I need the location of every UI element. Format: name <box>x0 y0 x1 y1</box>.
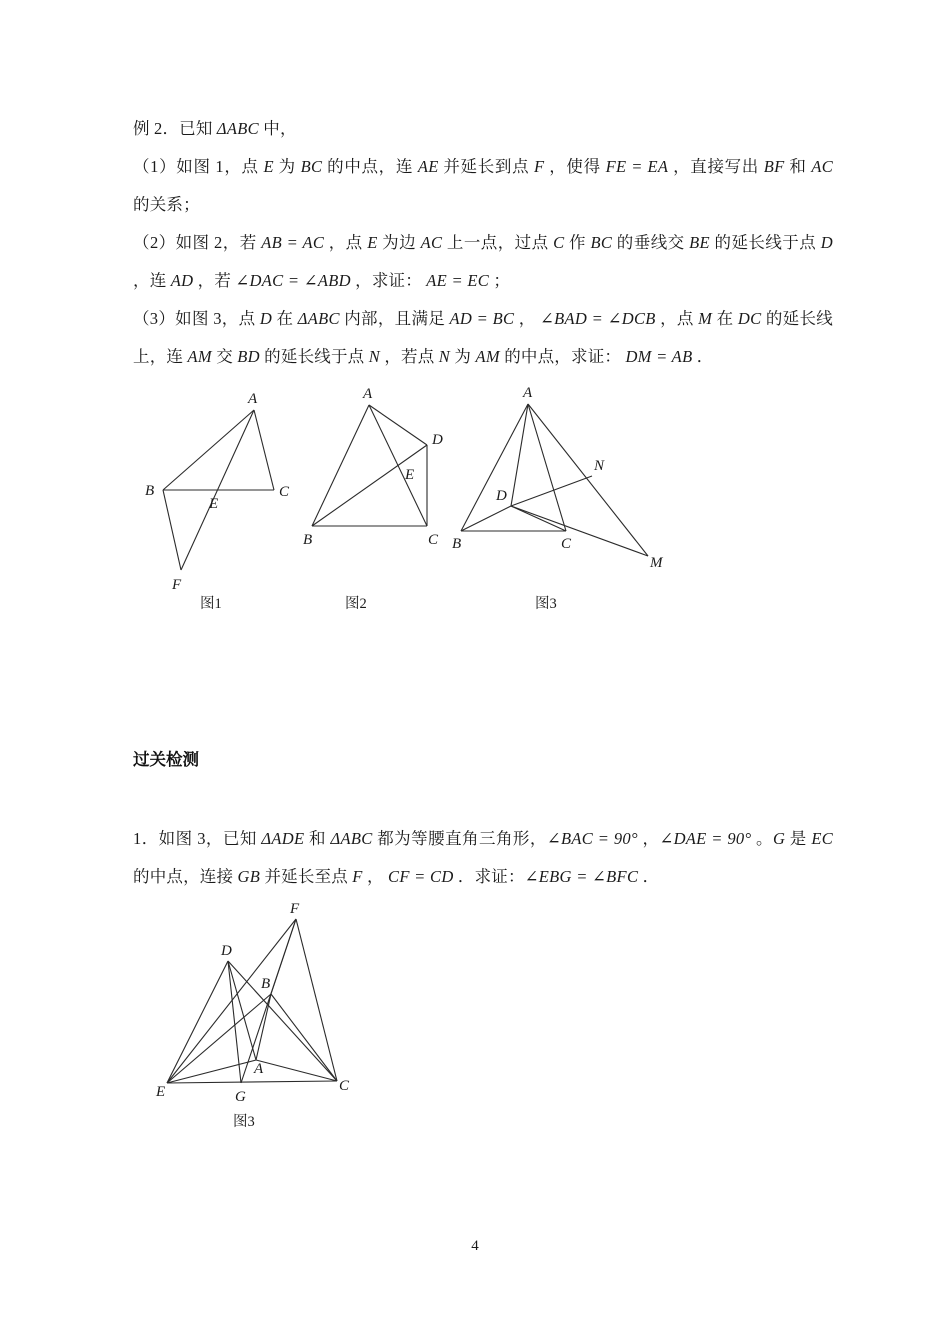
vertex-label-G: G <box>235 1089 246 1105</box>
segment-ED <box>167 961 228 1083</box>
document-body <box>133 110 833 376</box>
segment-DN <box>511 476 592 506</box>
figure-2-caption: 图2 <box>345 596 367 612</box>
segment-AM <box>528 404 648 556</box>
segment-BD <box>312 445 427 526</box>
exercise-question-1: 1．如图 3，已知 ΔADE 和 ΔABC 都为等腰直角三角形，∠BAC = 90° ，∠DAE = 90° 。G 是 EC 的中点，连接 GB 并延长至点 F ， CF = CD ．求证：∠EBG = ∠BFC ． <box>133 829 833 886</box>
paragraph-example-intro: 例 2．已知 ΔABC 中， <box>133 119 297 138</box>
segment-EC <box>167 1081 337 1083</box>
vertex-label-E: E <box>405 467 415 483</box>
segment-BF <box>163 490 181 570</box>
vertex-label-A: A <box>363 386 373 402</box>
vertex-label-C: C <box>279 484 290 500</box>
segment-AB <box>312 405 369 526</box>
vertex-label-B: B <box>261 976 271 992</box>
segment-AD <box>369 405 427 445</box>
vertex-label-A: A <box>248 391 258 407</box>
figure-2-drawing <box>290 385 460 610</box>
page-number: 4 <box>471 1238 479 1254</box>
vertex-label-B: B <box>145 483 155 499</box>
segment-AC <box>254 410 274 490</box>
figure-1-drawing <box>120 385 313 610</box>
segment-AB <box>256 994 271 1060</box>
paragraph-part-1: （1）如图 1，点 E 为 BC 的中点，连 AE 并延长到点 F ，使得 FE = EA ，直接写出 BF 和 AC 的关系； <box>133 157 834 214</box>
vertex-label-N: N <box>594 458 605 474</box>
vertex-label-M: M <box>650 555 663 571</box>
vertex-label-C: C <box>339 1078 350 1094</box>
vertex-label-E: E <box>156 1084 166 1100</box>
vertex-label-E: E <box>209 496 219 512</box>
vertex-label-A: A <box>523 385 533 401</box>
vertex-label-F: F <box>290 901 300 917</box>
figure-3-caption: 图3 <box>535 596 557 612</box>
paragraph-part-3: （3）如图 3，点 D 在 ΔABC 内部，且满足 AD = BC ， ∠BAD = ∠DCB ，点 M 在 DC 的延长线上，连 AM 交 BD 的延长线于点 N ，若点 N 为 AM 的中点，求证： DM = AB ． <box>133 309 833 366</box>
vertex-label-C: C <box>561 536 572 552</box>
figure-3-drawing <box>440 385 680 610</box>
segment-AC <box>528 404 566 531</box>
vertex-label-B: B <box>303 532 313 548</box>
vertex-label-F: F <box>172 577 182 593</box>
paragraph-part-2: （2）如图 2，若 AB = AC ，点 E 为边 AC 上一点，过点 C 作 BC 的垂线交 BE 的延长线于点 D ，连 AD ，若 ∠DAC = ∠ABD ，求证： AE = EC ； <box>133 233 833 290</box>
vertex-label-B: B <box>452 536 462 552</box>
section-heading-guoguanjiance: 过关检测 <box>133 750 199 769</box>
vertex-label-A: A <box>254 1061 264 1077</box>
figure-4-drawing <box>140 900 370 1110</box>
segment-BC <box>271 994 337 1081</box>
segment-BD <box>461 506 511 531</box>
segment-FC <box>296 919 337 1081</box>
segment-AC <box>256 1060 337 1081</box>
vertex-label-D: D <box>496 488 507 504</box>
segment-BF <box>271 919 296 994</box>
figure-4-caption: 图3 <box>233 1114 255 1130</box>
segment-DC <box>511 506 566 531</box>
vertex-label-D: D <box>432 432 443 448</box>
figure-1-caption: 图1 <box>200 596 222 612</box>
vertex-label-C: C <box>428 532 439 548</box>
vertex-label-D: D <box>221 943 232 959</box>
segment-AB <box>163 410 254 490</box>
